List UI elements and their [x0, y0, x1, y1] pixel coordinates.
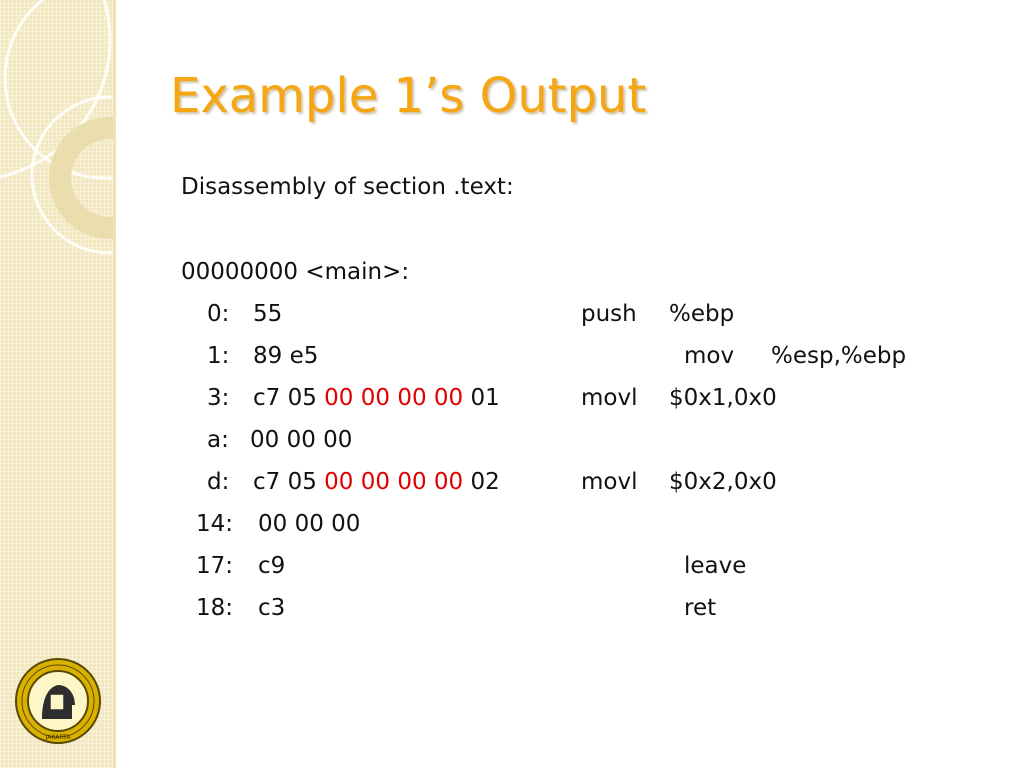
address-6: 17:: [196, 553, 234, 579]
mnemonic-6: leave: [684, 553, 747, 579]
bytes-4-opcode: c7 05: [253, 469, 317, 495]
decorative-circles: [0, 0, 113, 260]
slide-title: Example 1’s Output: [170, 68, 647, 124]
operand-0: %ebp: [669, 301, 735, 327]
svg-text:JAKARTA: JAKARTA: [45, 734, 71, 741]
bytes-3: 00 00 00: [250, 427, 353, 453]
address-3: a:: [207, 427, 229, 453]
section-heading: Disassembly of section .text:: [181, 174, 514, 200]
bytes-2-highlight: 00 00 00 00: [324, 385, 464, 411]
bytes-4: [253, 471, 500, 494]
address-0: 0:: [207, 301, 230, 327]
operand-4: $0x2,0x0: [669, 469, 777, 495]
bytes-2-immediate: 01: [470, 385, 500, 411]
address-5: 14:: [196, 511, 234, 537]
bytes-1: 89 e5: [253, 343, 319, 369]
bytes-5: 00 00 00: [258, 511, 361, 537]
bytes-2: [253, 387, 500, 410]
address-7: 18:: [196, 595, 234, 621]
operand-2: $0x1,0x0: [669, 385, 777, 411]
mnemonic-0: push: [581, 301, 637, 327]
bytes-2-opcode: c7 05: [253, 385, 317, 411]
bytes-7: c3: [258, 595, 286, 621]
bytes-0: 55: [253, 301, 283, 327]
address-2: 3:: [207, 385, 230, 411]
mnemonic-2: movl: [581, 385, 638, 411]
operand-1: %esp,%ebp: [771, 343, 907, 369]
address-4: d:: [207, 469, 230, 495]
decorative-sidebar: [0, 0, 116, 768]
mnemonic-4: movl: [581, 469, 638, 495]
bytes-4-immediate: 02: [470, 469, 500, 495]
address-1: 1:: [207, 343, 230, 369]
institution-logo-seal: [14, 657, 102, 745]
main-symbol-label: 00000000 <main>:: [181, 259, 410, 285]
mnemonic-7: ret: [684, 595, 717, 621]
bytes-6: c9: [258, 553, 286, 579]
mnemonic-1: mov: [684, 343, 735, 369]
bytes-4-highlight: 00 00 00 00: [324, 469, 464, 495]
